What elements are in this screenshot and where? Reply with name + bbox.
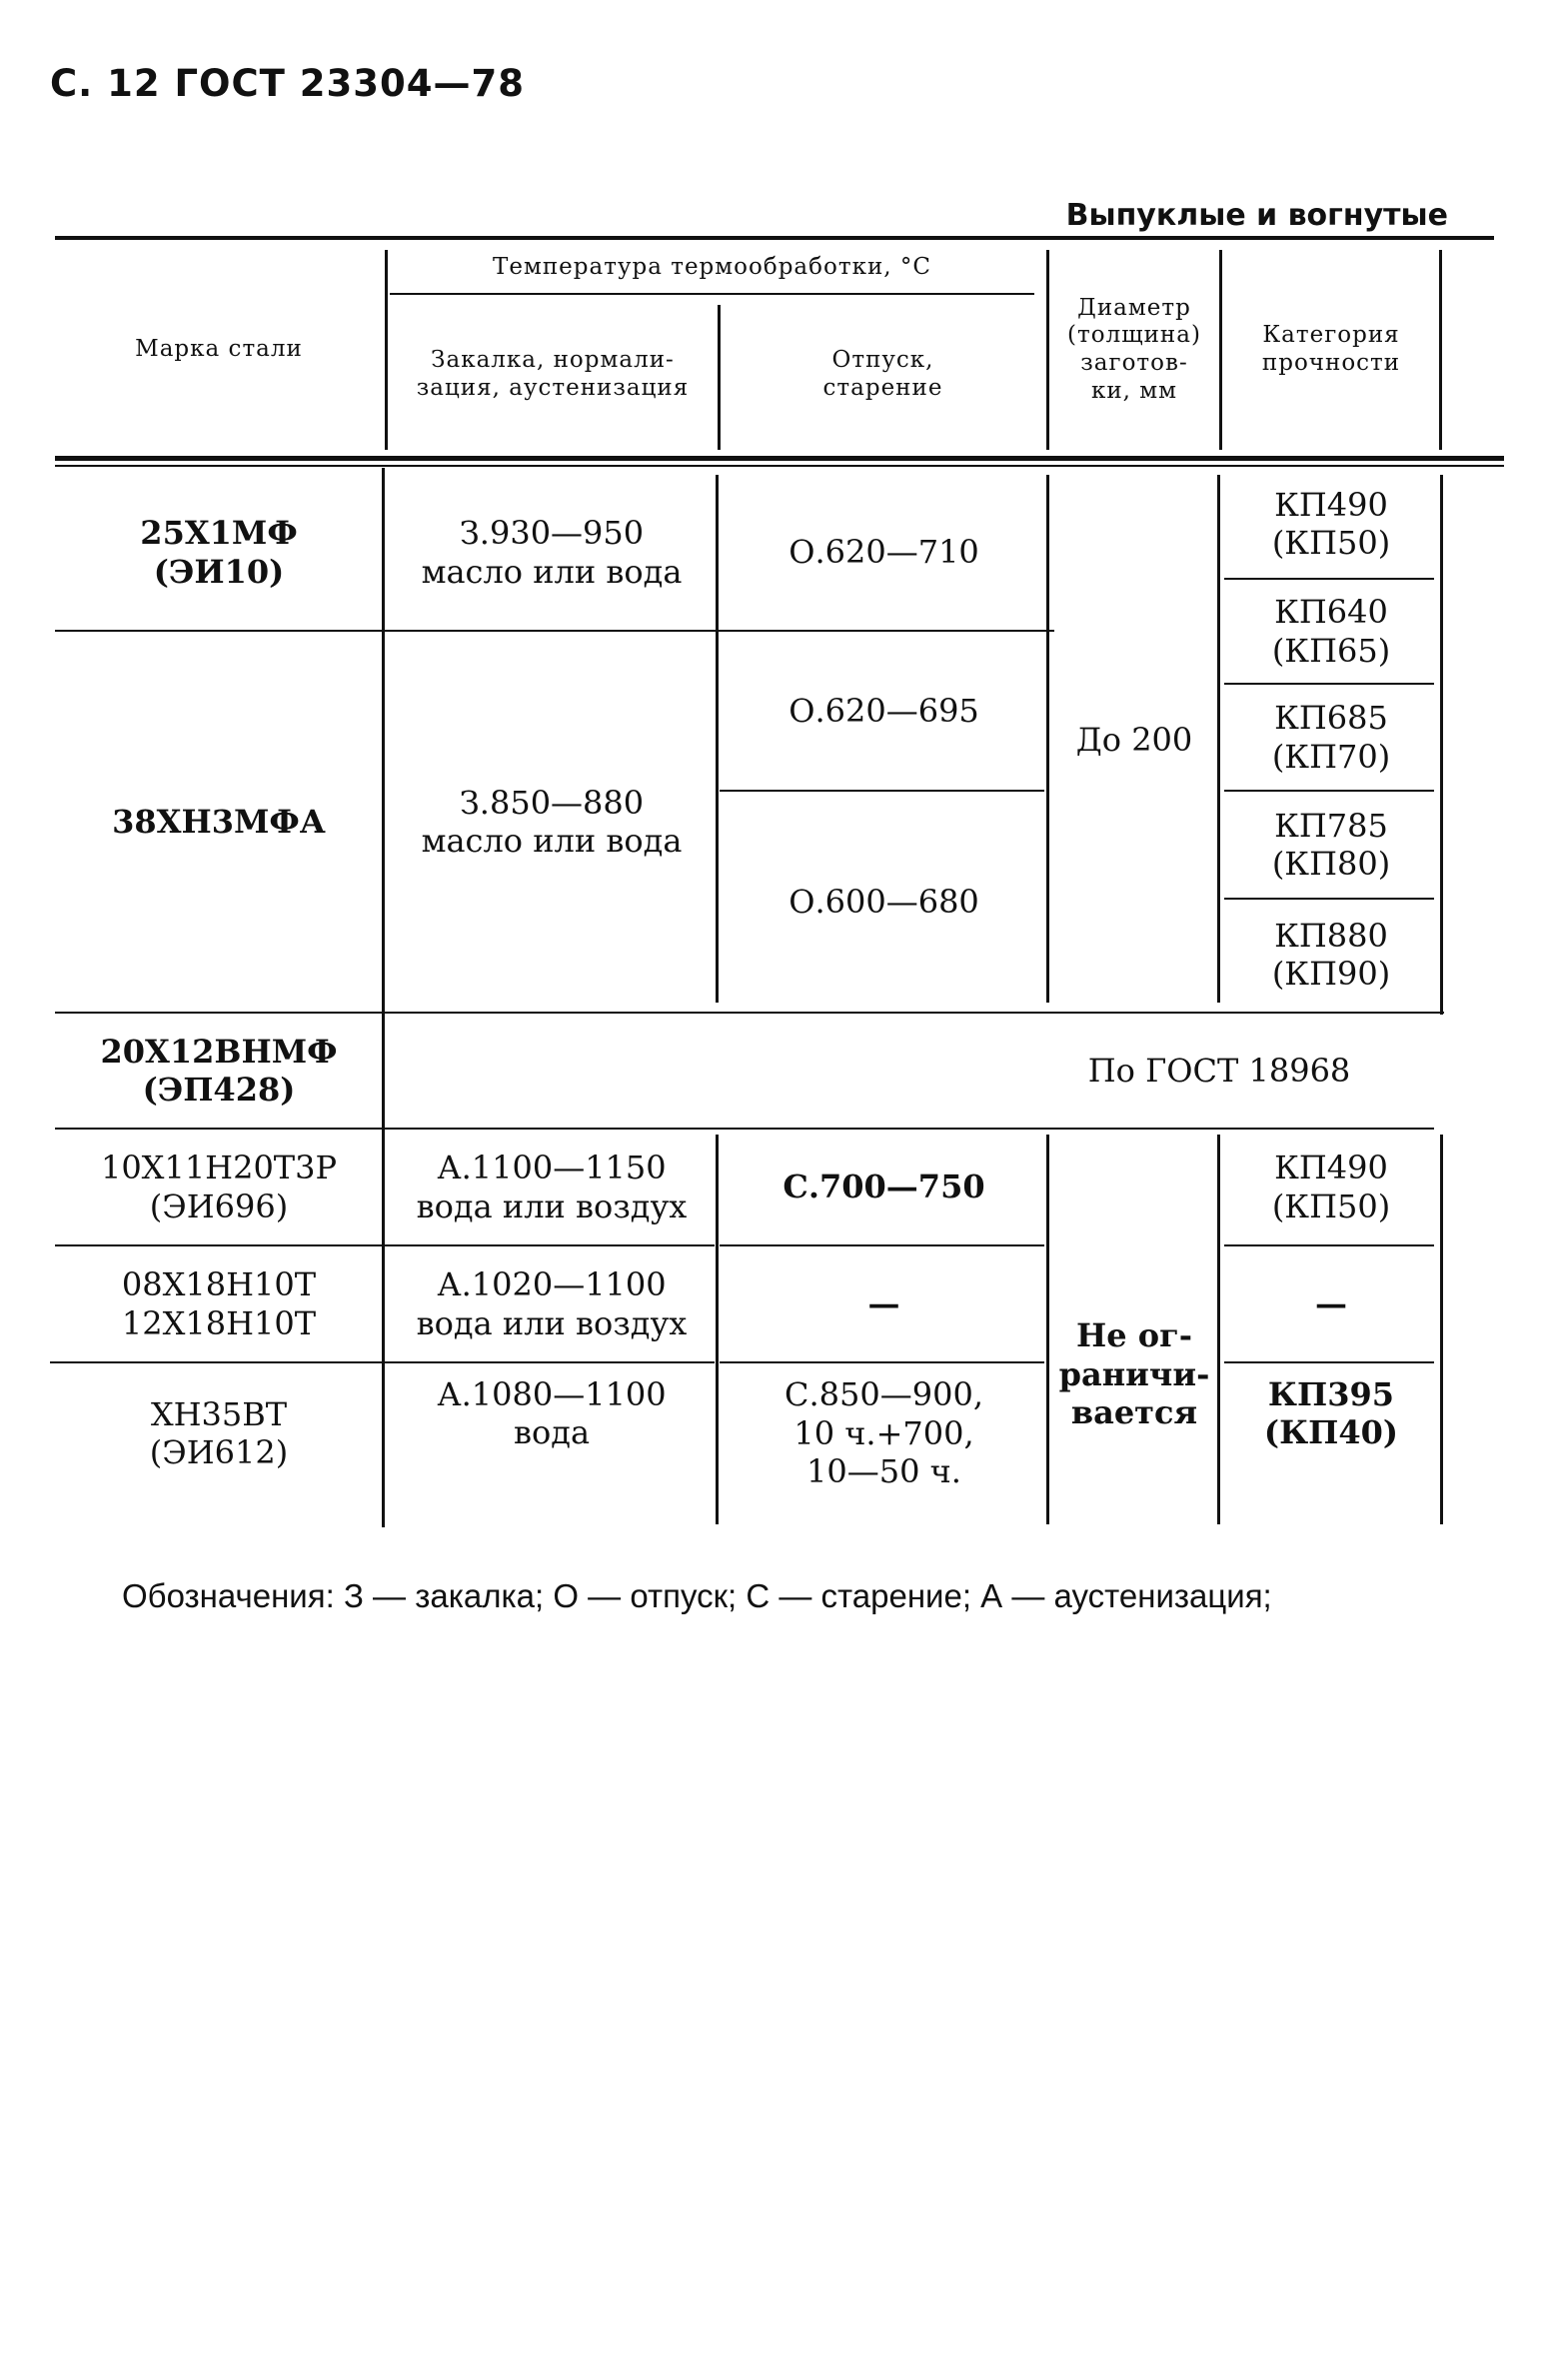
header-category: Категория прочности: [1261, 322, 1401, 376]
section-title: Выпуклые и вогнутые: [1065, 198, 1448, 233]
category-none: —: [1315, 1284, 1347, 1323]
temper-row6: С.850—900, 10 ч.+700, 10—50 ч.: [784, 1375, 983, 1491]
quench-row5: А.1020—1100 вода или воздух: [416, 1265, 688, 1342]
grade-38xn3mfa: 38ХН3МФА: [112, 802, 326, 841]
header-grade: Марка стали: [135, 336, 303, 363]
temper-row2a: О.620—695: [788, 691, 979, 730]
header-temper: Отпуск, старение: [822, 347, 943, 401]
category-kp490: КП490 (КП50): [1271, 485, 1391, 562]
grade-10x11n20t3r: 10Х11Н20Т3Р (ЭИ696): [100, 1149, 338, 1225]
category-kp880: КП880 (КП90): [1271, 916, 1391, 993]
header-temp-group: Температура термообработки, °С: [493, 253, 931, 280]
temper-row1: О.620—710: [788, 533, 979, 572]
category-kp490-b: КП490 (КП50): [1271, 1149, 1391, 1225]
grade-xn35vt: ХН35ВТ (ЭИ612): [149, 1394, 289, 1471]
diameter-unlimited: Не ог- раничи- вается: [1058, 1316, 1210, 1432]
temper-row4: С.700—750: [782, 1168, 985, 1206]
grade-20x12vnmf: 20Х12ВНМФ (ЭП428): [100, 1032, 338, 1109]
grade-08x18n10t: 08Х18Н10Т 12Х18Н10Т: [121, 1265, 317, 1342]
diameter-up-to-200: До 200: [1075, 720, 1193, 759]
header-diameter: Диаметр (толщина) заготов- ки, мм: [1067, 294, 1201, 404]
category-kp640: КП640 (КП65): [1271, 593, 1391, 670]
quench-row2: З.850—880 масло или вода: [421, 783, 683, 860]
category-kp685: КП685 (КП70): [1271, 699, 1391, 776]
header-quench: Закалка, нормали- зация, аустенизация: [416, 347, 690, 401]
footnote: Обозначения: З — закалка; О — отпуск; С — старение; А — аустенизация;: [122, 1577, 1272, 1614]
page-header: С. 12 ГОСТ 23304—78: [50, 62, 525, 105]
temper-row2b: О.600—680: [788, 882, 979, 921]
quench-row4: А.1100—1150 вода или воздух: [416, 1149, 688, 1225]
gost-18968-reference: По ГОСТ 18968: [1087, 1051, 1351, 1090]
category-kp395: КП395 (КП40): [1263, 1374, 1399, 1451]
quench-row1: З.930—950 масло или вода: [421, 514, 683, 591]
grade-25x1mf: 25Х1МФ (ЭИ10): [140, 514, 298, 591]
quench-row6: А.1080—1100 вода: [437, 1374, 667, 1451]
temper-row5: —: [867, 1284, 900, 1323]
category-kp785: КП785 (КП80): [1271, 806, 1391, 883]
